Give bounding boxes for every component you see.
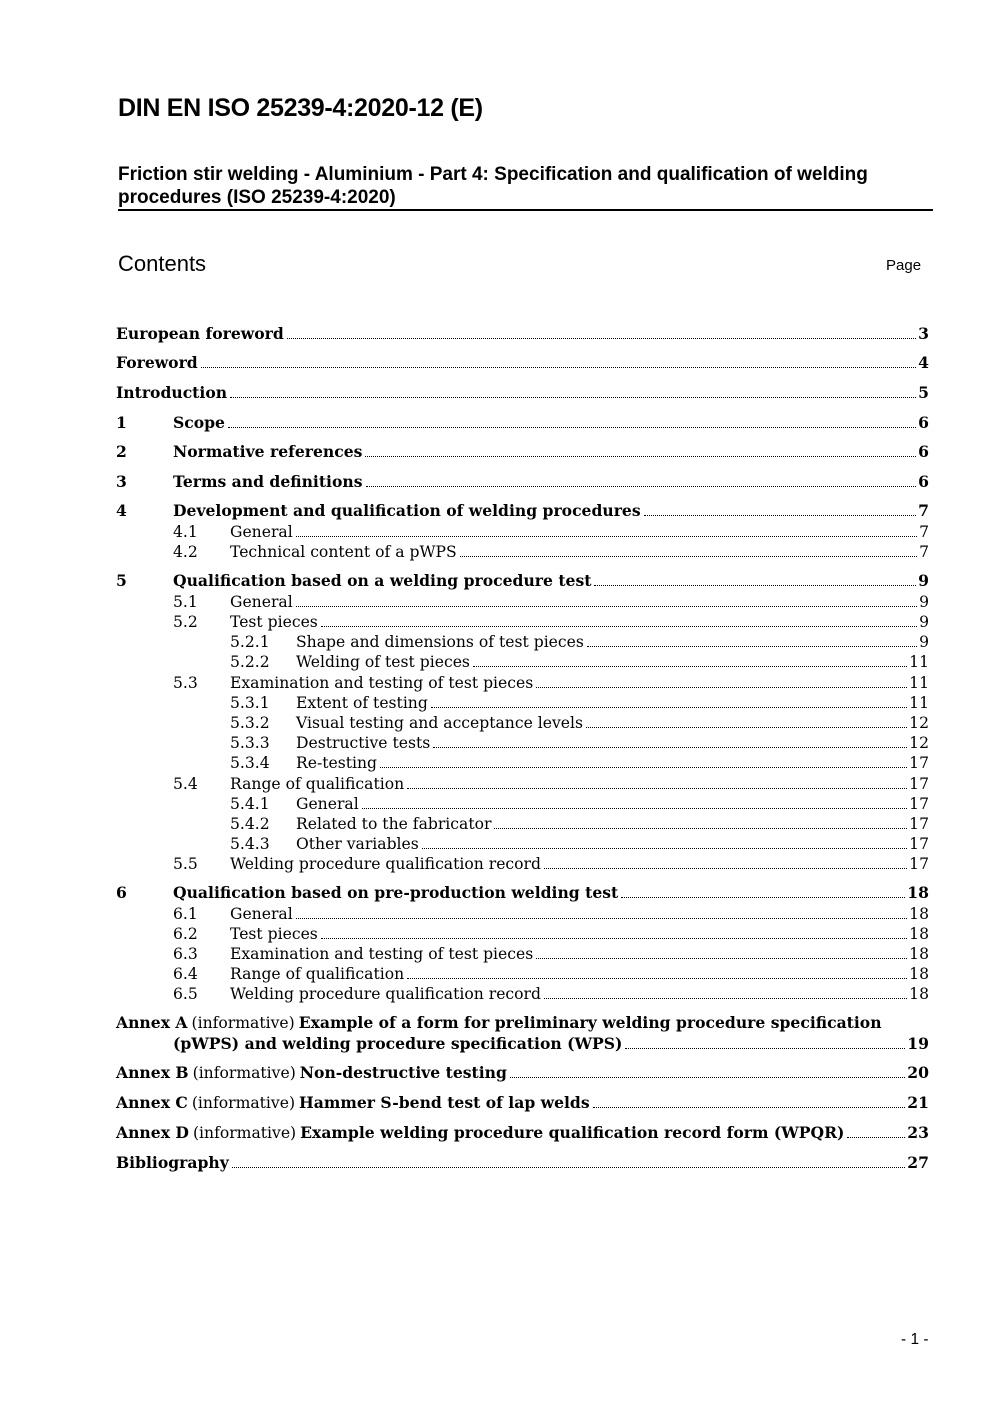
toc-entry-title: Other variables — [296, 835, 419, 853]
toc-entry-page: 18 — [909, 985, 929, 1003]
toc-entry-page: 9 — [918, 571, 929, 590]
toc-entry-number: 2 — [116, 442, 127, 461]
toc-entry[interactable] — [116, 792, 929, 814]
toc-entry-page: 7 — [919, 523, 929, 541]
toc-entry-number: 5.5 — [173, 855, 198, 873]
toc-entry-page: 11 — [909, 694, 929, 712]
toc-entry[interactable] — [116, 610, 929, 632]
toc-entry-number: 5 — [116, 571, 127, 590]
toc-entry-title: Terms and definitions — [173, 472, 363, 491]
toc-entry-page: 6 — [918, 413, 929, 432]
toc-entry-number: 4.2 — [173, 543, 198, 561]
toc-entry-number: 5.4 — [173, 775, 198, 793]
toc-dot-leader — [625, 1047, 905, 1049]
toc-annex-a[interactable] — [116, 1011, 929, 1033]
toc-entry-page: 27 — [907, 1153, 929, 1172]
toc-entry-page: 17 — [909, 815, 929, 833]
toc-entry-title: Qualification based on pre-production welding test — [173, 883, 619, 902]
toc-dot-leader — [644, 514, 917, 516]
toc-dot-leader — [510, 1076, 905, 1078]
toc-entry[interactable] — [116, 772, 929, 794]
toc-entry[interactable] — [116, 540, 929, 562]
toc-entry-page: 9 — [919, 613, 929, 631]
toc-dot-leader — [232, 1166, 906, 1168]
toc-entry[interactable] — [116, 942, 929, 964]
toc-entry-page: 20 — [907, 1063, 929, 1082]
toc-entry-number: 6.1 — [173, 905, 198, 923]
annex-title: (pWPS) and welding procedure specification (WPS) — [173, 1034, 623, 1053]
toc-annex-b[interactable] — [116, 1061, 929, 1083]
toc-entry-page: 17 — [909, 855, 929, 873]
toc-dot-leader — [473, 665, 907, 667]
toc-entry-title: Visual testing and acceptance levels — [296, 714, 584, 732]
toc-dot-leader — [296, 917, 907, 919]
toc-dot-leader — [536, 686, 907, 688]
annex-kind: (informative) — [192, 1064, 296, 1082]
annex-title: Example welding procedure qualification record form (WPQR) — [300, 1123, 845, 1142]
toc-dot-leader — [494, 827, 907, 829]
toc-entry[interactable] — [116, 691, 929, 713]
toc-entry-number: 5.2.1 — [230, 633, 270, 651]
toc-dot-leader — [847, 1136, 905, 1138]
toc-dot-leader — [544, 997, 907, 999]
toc-entry[interactable] — [116, 902, 929, 924]
toc-entry[interactable] — [116, 322, 929, 344]
document-title: Friction stir welding - Aluminium - Part 4: Specification and qualification of welding procedures (ISO 25239-4:2020) — [118, 163, 933, 211]
toc-entry[interactable] — [116, 922, 929, 944]
annex-kind: (informative) — [192, 1124, 297, 1142]
toc-entry[interactable] — [116, 569, 929, 591]
toc-entry-title: Introduction — [116, 383, 228, 402]
toc-entry[interactable] — [116, 671, 929, 693]
toc-entry-number: 6.3 — [173, 945, 198, 963]
document-id: DIN EN ISO 25239-4:2020-12 (E) — [118, 94, 483, 122]
toc-entry-page: 18 — [909, 945, 929, 963]
toc-entry-title: Related to the fabricator — [296, 815, 492, 833]
toc-dot-leader — [230, 396, 916, 398]
toc-entry[interactable] — [116, 711, 929, 733]
annex-kind: (informative) — [191, 1094, 296, 1112]
toc-entry-title: General — [230, 905, 293, 923]
toc-entry-number: 5.4.1 — [230, 795, 270, 813]
toc-entry-number: 5.3 — [173, 674, 198, 692]
toc-entry[interactable] — [116, 650, 929, 672]
toc-entry-page: 18 — [909, 925, 929, 943]
toc-entry-title: General — [230, 523, 293, 541]
toc-dot-leader — [228, 426, 916, 428]
toc-entry-number: 5.3.3 — [230, 734, 270, 752]
toc-entry-number: 3 — [116, 472, 127, 491]
toc-entry-page: 17 — [909, 754, 929, 772]
toc-annex-a-cont[interactable] — [116, 1032, 929, 1054]
toc-entry-title: Qualification based on a welding procedure test — [173, 571, 592, 590]
toc-entry-title: General — [296, 795, 359, 813]
toc-entry-title: European foreword — [116, 324, 284, 343]
toc-entry-number: 6.4 — [173, 965, 198, 983]
toc-entry-page: 17 — [909, 835, 929, 853]
page-number: - 1 - — [901, 1331, 929, 1348]
toc-entry-title: Shape and dimensions of test pieces — [296, 633, 584, 651]
toc-dot-leader — [296, 605, 917, 607]
toc-entry-title: Re-testing — [296, 754, 378, 772]
page-column-heading: Page — [886, 257, 922, 274]
toc-entry[interactable] — [116, 520, 929, 542]
toc-entry[interactable] — [116, 751, 929, 773]
toc-entry[interactable] — [116, 982, 929, 1004]
toc-entry-title: Extent of testing — [296, 694, 428, 712]
toc-dot-leader — [201, 366, 916, 368]
toc-dot-leader — [431, 706, 907, 708]
toc-entry-page: 17 — [909, 775, 929, 793]
annex-title: Hammer S-bend test of lap welds — [299, 1093, 590, 1112]
toc-entry[interactable] — [116, 351, 929, 373]
toc-entry-number: 5.3.4 — [230, 754, 270, 772]
toc-dot-leader — [433, 746, 907, 748]
toc-entry-page: 3 — [918, 324, 929, 343]
toc-dot-leader — [422, 847, 907, 849]
toc-entry[interactable] — [116, 881, 929, 903]
toc-dot-leader — [594, 584, 916, 586]
toc-annex-c[interactable] — [116, 1091, 929, 1113]
toc-entry-number: 5.3.1 — [230, 694, 270, 712]
toc-entry[interactable] — [116, 440, 929, 462]
toc-entry-page: 4 — [918, 353, 929, 372]
toc-entry-title: Foreword — [116, 353, 198, 372]
annex-label: Annex B — [116, 1063, 189, 1082]
annex-label: Annex D — [116, 1123, 189, 1142]
toc-entry-number: 4.1 — [173, 523, 198, 541]
toc-dot-leader — [587, 645, 917, 647]
toc-entry-title: Range of qualification — [230, 965, 405, 983]
toc-entry-number: 1 — [116, 413, 127, 432]
toc-entry-title: General — [230, 593, 293, 611]
toc-entry-title: Examination and testing of test pieces — [230, 945, 534, 963]
toc-entry-title: Technical content of a pWPS — [230, 543, 457, 561]
toc-entry-number: 4 — [116, 501, 127, 520]
toc-bibliography[interactable] — [116, 1151, 929, 1173]
toc-entry-title: Welding procedure qualification record — [230, 985, 541, 1003]
toc-entry-number: 5.4.2 — [230, 815, 270, 833]
toc-entry-number: 5.4.3 — [230, 835, 270, 853]
toc-dot-leader — [321, 937, 907, 939]
toc-dot-leader — [544, 867, 907, 869]
toc-entry-number: 5.1 — [173, 593, 198, 611]
toc-dot-leader — [321, 625, 917, 627]
annex-title: Non-destructive testing — [299, 1063, 507, 1082]
toc-entry-page: 9 — [919, 633, 929, 651]
toc-entry-page: 6 — [918, 472, 929, 491]
toc-entry-page: 7 — [918, 501, 929, 520]
toc-dot-leader — [460, 555, 917, 557]
toc-entry[interactable] — [116, 381, 929, 403]
toc-entry-page: 7 — [919, 543, 929, 561]
toc-entry-title: Test pieces — [230, 925, 318, 943]
toc-entry[interactable] — [116, 630, 929, 652]
toc-entry[interactable] — [116, 590, 929, 612]
toc-entry-page: 5 — [918, 383, 929, 402]
toc-entry-title: Examination and testing of test pieces — [230, 674, 534, 692]
toc-entry-page: 18 — [909, 905, 929, 923]
toc-entry[interactable] — [116, 731, 929, 753]
toc-entry-page: 18 — [907, 883, 929, 902]
toc-dot-leader — [621, 896, 905, 898]
toc-dot-leader — [366, 485, 917, 487]
toc-entry-page: 19 — [907, 1034, 929, 1053]
toc-entry-page: 12 — [909, 714, 929, 732]
toc-dot-leader — [362, 807, 907, 809]
toc-entry[interactable] — [116, 812, 929, 834]
toc-entry-title: Range of qualification — [230, 775, 405, 793]
toc-dot-leader — [296, 535, 917, 537]
toc-entry-page: 23 — [907, 1123, 929, 1142]
toc-entry-page: 11 — [909, 653, 929, 671]
toc-dot-leader — [380, 766, 907, 768]
toc-entry-number: 6.5 — [173, 985, 198, 1003]
toc-dot-leader — [593, 1106, 906, 1108]
toc-entry-page: 17 — [909, 795, 929, 813]
annex-kind: (informative) — [191, 1014, 295, 1032]
toc-entry-title: Welding of test pieces — [296, 653, 470, 671]
toc-entry-number: 5.2 — [173, 613, 198, 631]
toc-entry[interactable] — [116, 470, 929, 492]
toc-entry-number: 5.3.2 — [230, 714, 270, 732]
toc-entry[interactable] — [116, 499, 929, 521]
toc-dot-leader — [365, 455, 916, 457]
toc-entry-page: 11 — [909, 674, 929, 692]
toc-entry-title: Test pieces — [230, 613, 318, 631]
toc-entry-title: Destructive tests — [296, 734, 431, 752]
toc-entry-page: 18 — [909, 965, 929, 983]
toc-entry[interactable] — [116, 411, 929, 433]
toc-entry-number: 6.2 — [173, 925, 198, 943]
toc-entry[interactable] — [116, 832, 929, 854]
toc-dot-leader — [407, 977, 907, 979]
toc-entry[interactable] — [116, 962, 929, 984]
toc-entry-number: 6 — [116, 883, 127, 902]
toc-dot-leader — [536, 957, 907, 959]
toc-annex-d[interactable] — [116, 1121, 929, 1143]
annex-label: Annex A — [116, 1013, 188, 1032]
toc-dot-leader — [407, 787, 907, 789]
toc-entry-page: 9 — [919, 593, 929, 611]
toc-entry-page: 12 — [909, 734, 929, 752]
toc-entry-page: 21 — [907, 1093, 929, 1112]
bibliography-title: Bibliography — [116, 1153, 229, 1172]
toc-dot-leader — [586, 726, 907, 728]
toc-entry[interactable] — [116, 852, 929, 874]
contents-heading: Contents — [118, 251, 207, 276]
toc-entry-page: 6 — [918, 442, 929, 461]
toc-entry-title: Welding procedure qualification record — [230, 855, 541, 873]
annex-title: Example of a form for preliminary welding procedure specification — [298, 1013, 882, 1032]
toc-entry-title: Scope — [173, 413, 225, 432]
toc-entry-title: Development and qualification of welding procedures — [173, 501, 641, 520]
toc-entry-title: Normative references — [173, 442, 363, 461]
annex-label: Annex C — [116, 1093, 188, 1112]
toc-entry-number: 5.2.2 — [230, 653, 270, 671]
toc-dot-leader — [287, 337, 916, 339]
